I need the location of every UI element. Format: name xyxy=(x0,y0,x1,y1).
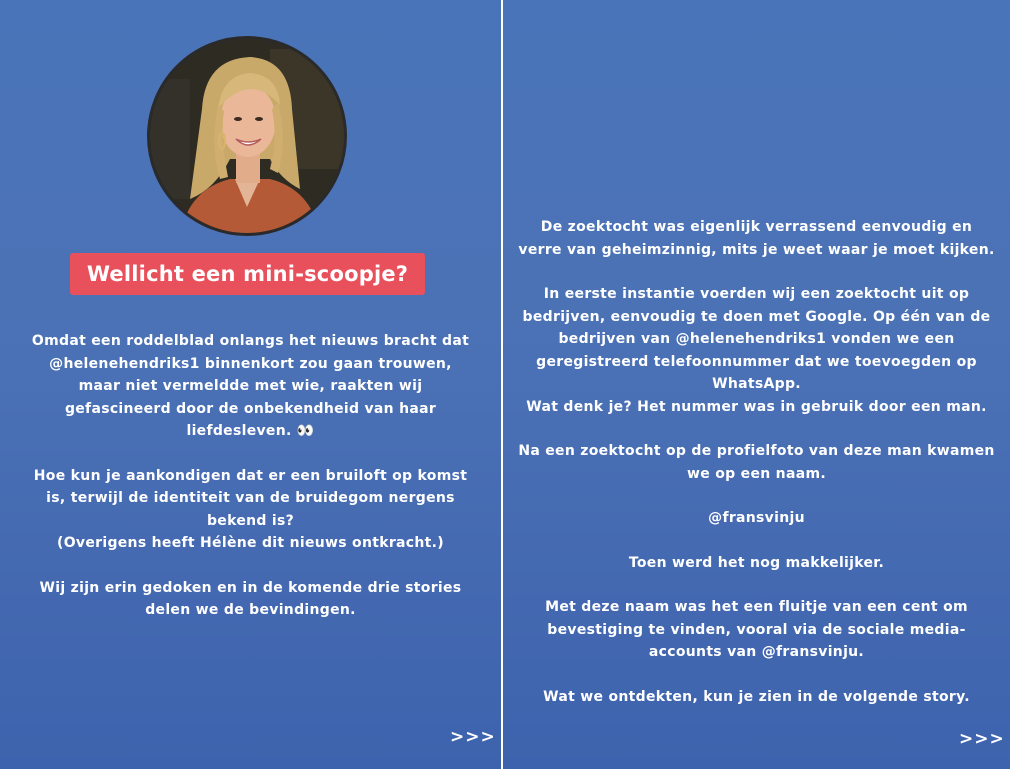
text-line: maar niet vermeldde met wie, raakten wij xyxy=(78,378,423,394)
text-line: Wat we ontdekten, kun je zien in de volgende story. xyxy=(543,688,970,705)
text-line: bedrijven, eenvoudig te doen met Google. Op één van de xyxy=(522,308,991,325)
text-line: gefascineerd door de onbekendheid van haar xyxy=(64,400,437,417)
next-story-arrows[interactable]: >>> xyxy=(450,727,496,747)
next-story-arrows[interactable]: >>> xyxy=(959,729,1005,749)
text-line: Wij zijn erin gedoken en in de komende drie stories xyxy=(39,579,462,596)
profile-photo-illustration xyxy=(150,39,344,233)
text-line: In eerste instantie voerden wij een zoektocht uit op xyxy=(543,286,970,302)
headline-banner xyxy=(70,253,425,295)
text-line: verre van geheimzinnig, mits je weet waar je moet kijken. xyxy=(518,241,995,258)
story-text-right xyxy=(503,216,1010,708)
text-line: geregistreerd telefoonnummer dat we toevoegden op xyxy=(536,353,977,370)
text-line: Na een zoektocht op de profielfoto van deze man kwamen xyxy=(518,443,995,459)
text-line: @helenehendriks1 binnenkort zou gaan trouwen, xyxy=(49,355,452,372)
text-line: De zoektocht was eigenlijk verrassend eenvoudig en xyxy=(540,219,973,235)
text-line: Met deze naam was het een fluitje van een cent om xyxy=(545,599,968,615)
text-line: liefdesleven. 👀 xyxy=(186,423,315,439)
text-line: delen we de bevindingen. xyxy=(145,602,356,618)
text-line: Omdat een roddelblad onlangs het nieuws bracht dat xyxy=(31,333,470,349)
story-text-left xyxy=(0,330,501,622)
text-line: we op een naam. xyxy=(687,465,826,482)
text-line: Toen werd het nog makkelijker. xyxy=(628,554,885,571)
profile-photo-avatar xyxy=(147,36,347,236)
text-line: (Overigens heeft Hélène dit nieuws ontkracht.) xyxy=(57,535,444,551)
mention-fransvinju[interactable]: @fransvinju xyxy=(708,510,805,526)
text-line: bekend is? xyxy=(206,512,295,529)
text-line: bevestiging te vinden, vooral via de sociale media- xyxy=(547,621,966,638)
text-line: bedrijven van @helenehendriks1 vonden we een xyxy=(558,331,955,347)
headline-text: Wellicht een mini-scoopje? xyxy=(86,262,409,286)
text-line: WhatsApp. xyxy=(712,376,801,392)
story-panel-left xyxy=(0,0,501,769)
text-line: Hoe kun je aankondigen dat er een bruiloft op komst xyxy=(33,467,468,484)
text-line: accounts van @fransvinju. xyxy=(648,644,865,660)
text-line: is, terwijl de identiteit van de bruidegom nergens xyxy=(46,490,455,506)
story-panel-right xyxy=(503,0,1010,769)
text-line: Wat denk je? Het nummer was in gebruik door een man. xyxy=(526,398,987,415)
